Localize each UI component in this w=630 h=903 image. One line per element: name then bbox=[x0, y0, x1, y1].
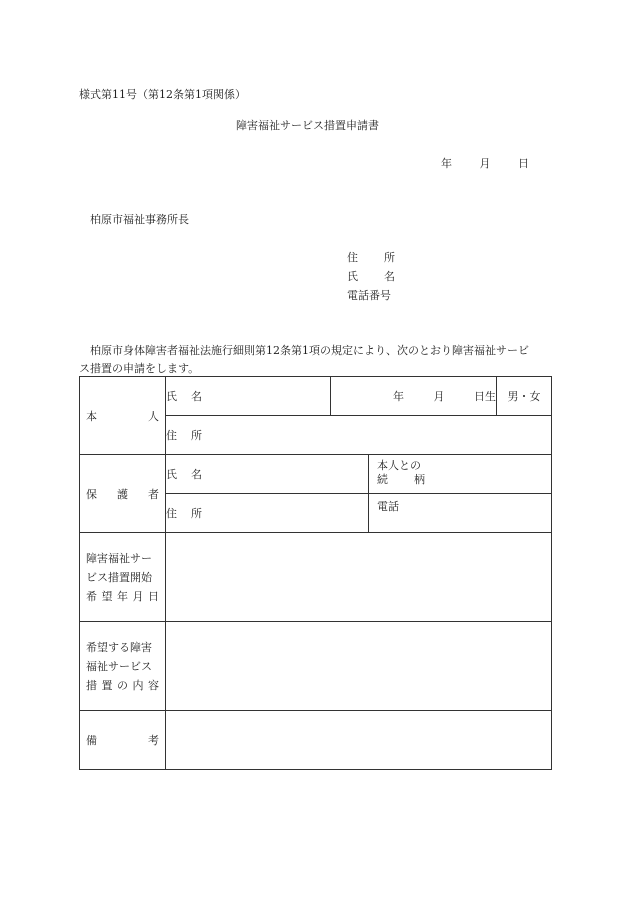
person-address-field[interactable]: 住 所 bbox=[166, 416, 552, 455]
person-label-cell: 本 人 bbox=[80, 377, 166, 455]
form-title: 障害福祉サービス措置申請書 bbox=[236, 119, 379, 132]
relation-label-line2: 続 柄 bbox=[377, 473, 425, 486]
body-text-line1: 柏原市身体障害者福祉法施行細則第12条第1項の規定により、次のとおり障害福祉サービ bbox=[90, 344, 529, 357]
person-name-field[interactable]: 氏 名 bbox=[166, 377, 331, 416]
guardian-label-cell: 保 護 者 bbox=[80, 455, 166, 533]
date-year: 年 bbox=[441, 157, 452, 170]
application-table bbox=[79, 376, 552, 770]
guardian-relation-field[interactable] bbox=[369, 455, 552, 494]
date-line bbox=[441, 155, 529, 171]
applicant-name-label: 氏 名 bbox=[347, 270, 395, 283]
remarks-label-cell: 備 考 bbox=[80, 711, 166, 770]
applicant-address-label: 住 所 bbox=[347, 251, 395, 264]
person-sex-field[interactable]: 男・女 bbox=[497, 377, 552, 416]
body-text-line2: ス措置の申請をします。 bbox=[79, 362, 200, 375]
start-date-field[interactable] bbox=[166, 533, 552, 622]
relation-label-line1: 本人との bbox=[377, 459, 421, 472]
remarks-field[interactable] bbox=[166, 711, 552, 770]
service-content-label-cell: 希望する障害 福祉サービス 措 置 の 内 容 bbox=[80, 622, 166, 711]
applicant-phone-label: 電話番号 bbox=[347, 289, 391, 302]
service-content-field[interactable] bbox=[166, 622, 552, 711]
date-day: 日 bbox=[518, 157, 529, 170]
start-date-label-cell: 障害福祉サー ビス措置開始 希 望 年 月 日 bbox=[80, 533, 166, 622]
guardian-name-field[interactable]: 氏 名 bbox=[166, 455, 369, 494]
guardian-phone-field[interactable]: 電話 bbox=[369, 494, 552, 533]
form-number: 様式第11号（第12条第1項関係） bbox=[79, 88, 246, 101]
date-month: 月 bbox=[479, 157, 491, 170]
addressee: 柏原市福祉事務所長 bbox=[90, 213, 189, 226]
guardian-address-field[interactable]: 住 所 bbox=[166, 494, 369, 533]
person-birthdate-field[interactable]: 年 月 日生 bbox=[331, 377, 497, 416]
